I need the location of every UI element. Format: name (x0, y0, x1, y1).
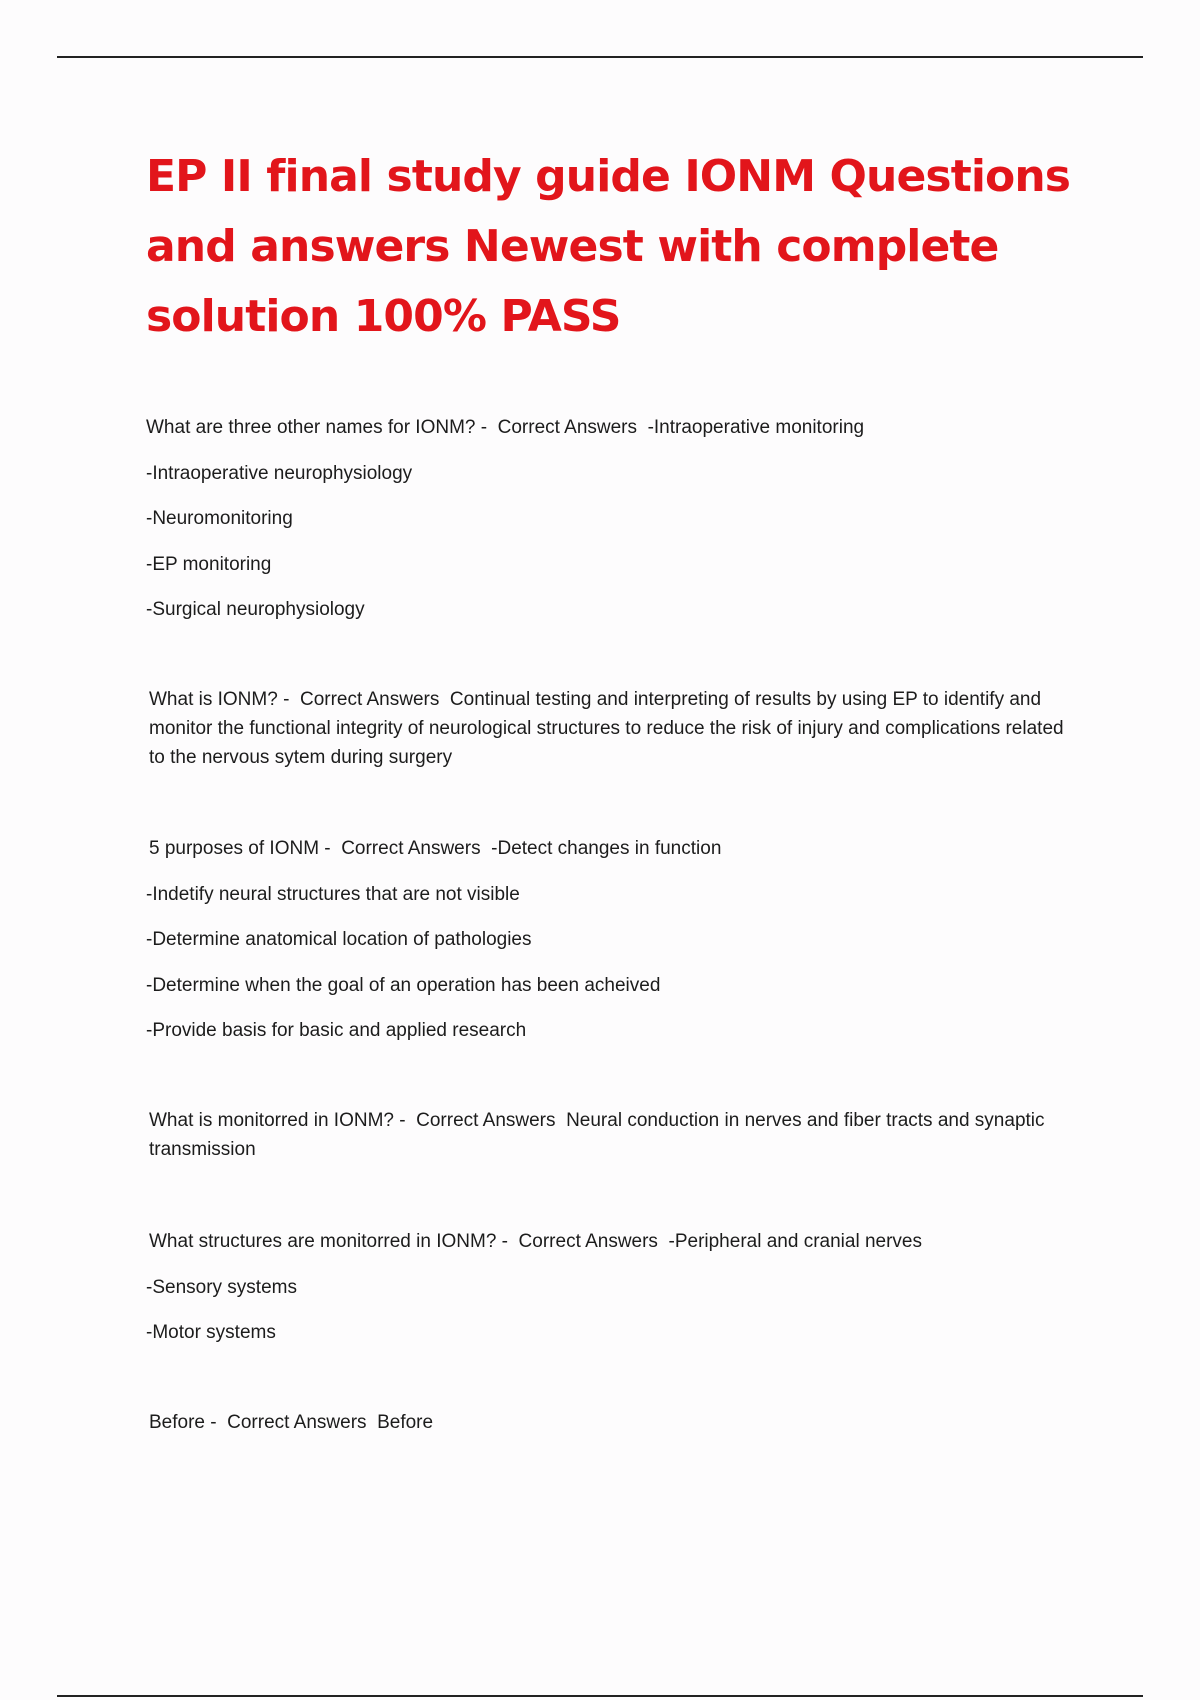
qa-item (149, 1227, 922, 1256)
correct-answers-label: - Correct Answers (277, 689, 450, 710)
correct-answers-label: - Correct Answers (204, 1412, 378, 1433)
answer-line: -Provide basis for basic and applied research (146, 1020, 527, 1041)
qa-item (149, 1408, 433, 1437)
question-text: Before (149, 1412, 205, 1433)
question-text: What structures are monitorred in IONM? (149, 1231, 497, 1252)
answer-text: -Peripheral and cranial nerves (668, 1231, 922, 1252)
document-title: EP II final study guide IONM Questions and answers Newest with complete solution 100% PASS (146, 151, 1071, 342)
qa-item (149, 834, 721, 863)
top-rule (57, 56, 1143, 58)
question-text: 5 purposes of IONM (149, 838, 320, 859)
correct-answers-label: - Correct Answers (393, 1110, 567, 1131)
answer-line: -Surgical neurophysiology (146, 599, 365, 620)
bottom-rule (57, 1695, 1143, 1697)
answer-text: Continual testing and interpreting of results by using EP to identify and monitor the functional integrity of neurological structures to reduce the risk of injury and complications related to the nervous sytem during surgery (149, 689, 1064, 768)
answer-text: -Intraoperative monitoring (647, 417, 865, 438)
question-text: What is monitorred in IONM? (149, 1110, 394, 1131)
qa-item (149, 1106, 1079, 1164)
correct-answers-label: - Correct Answers (319, 838, 492, 859)
correct-answers-label: - Correct Answers (496, 1231, 669, 1252)
answer-text: Before (377, 1412, 434, 1433)
correct-answers-label: - Correct Answers (475, 417, 648, 438)
answer-line: -Determine when the goal of an operation has been acheived (146, 975, 661, 996)
answer-line: -Intraoperative neurophysiology (146, 463, 413, 484)
qa-item (149, 685, 1079, 772)
answer-line: -EP monitoring (146, 554, 272, 575)
question-text: What are three other names for IONM? (146, 417, 476, 438)
answer-text: Neural conduction in nerves and fiber tracts and synaptic transmission (149, 1110, 1045, 1160)
question-text: What is IONM? (149, 689, 278, 710)
answer-text: -Detect changes in function (491, 838, 722, 859)
answer-line: -Determine anatomical location of pathologies (146, 929, 532, 950)
answer-line: -Motor systems (146, 1322, 276, 1343)
answer-line: -Sensory systems (146, 1277, 297, 1298)
qa-item (146, 413, 864, 442)
answer-line: -Indetify neural structures that are not visible (146, 884, 520, 905)
answer-line: -Neuromonitoring (146, 508, 293, 529)
